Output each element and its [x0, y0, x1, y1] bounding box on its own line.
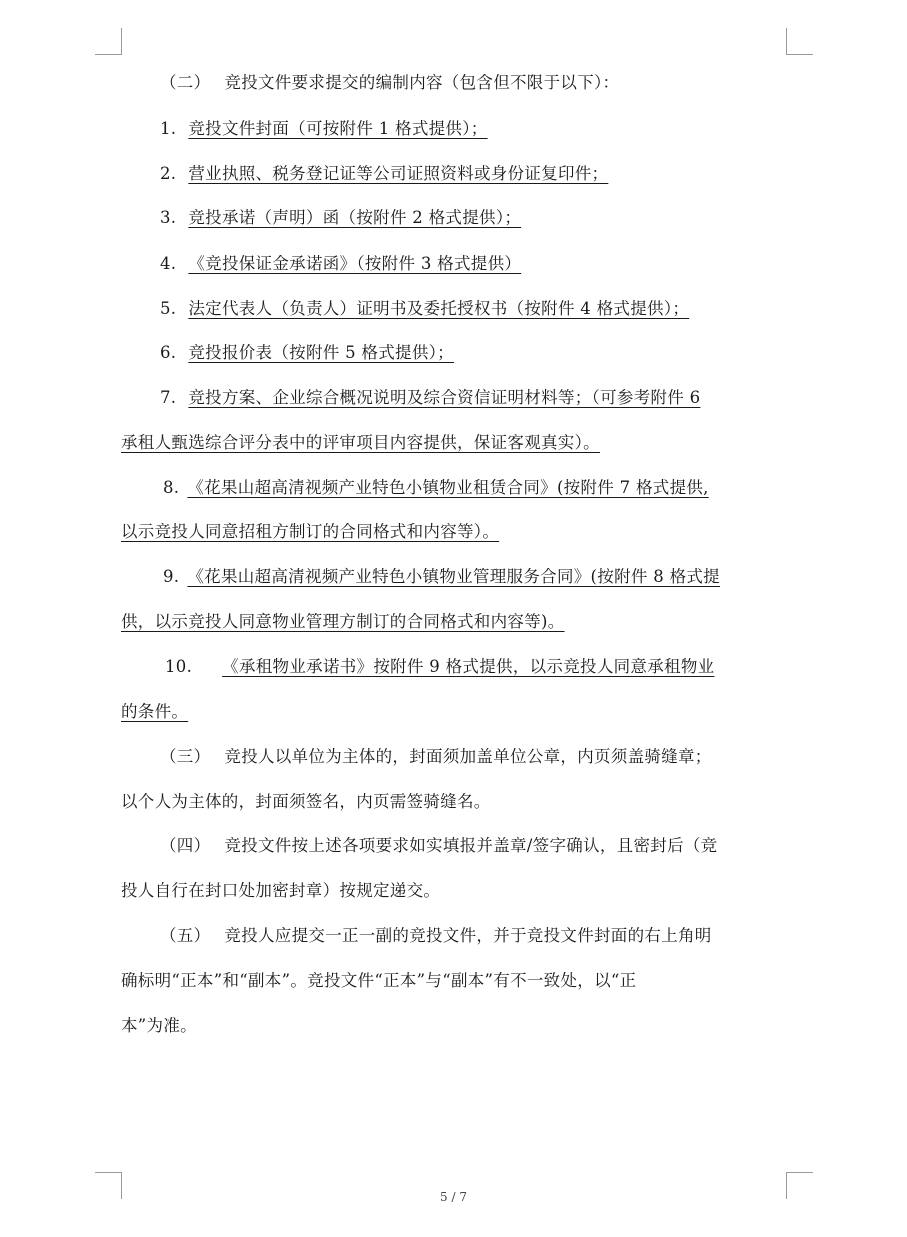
page-number: 5 / 7 [440, 1190, 467, 1204]
item-text-line-2: 以示竞投人同意招租方制订的合同格式和内容等）。 [121, 522, 500, 541]
crop-mark-top-right [786, 28, 813, 55]
section-4-continuation [121, 880, 440, 902]
section-5-continuation-1 [121, 970, 636, 992]
section-3-paragraph [160, 746, 712, 768]
section-text-line-2: 投人自行在封口处加密封章）按规定递交。 [121, 881, 441, 900]
section-5-continuation-2 [121, 1015, 197, 1037]
item-text-line-2: 承租人甄选综合评分表中的评审项目内容提供，保证客观真实）。 [121, 433, 600, 452]
item-number: 3. [160, 208, 177, 227]
section-5-paragraph [160, 925, 712, 947]
item-text: 营业执照、税务登记证等公司证照资料或身份证复印件； [188, 164, 609, 183]
item-text-line-2: 的条件。 [121, 702, 189, 721]
list-item-10-continuation [121, 701, 188, 723]
list-item-8 [163, 477, 709, 499]
item-number: 7. [160, 388, 177, 407]
section-number: （二） [160, 73, 211, 92]
item-text-line-1: 《承租物业承诺书》按附件 9 格式提供，以示竞投人同意承租物业 [222, 657, 715, 676]
item-text: 竞投文件封面（可按附件 1 格式提供）； [188, 119, 488, 138]
list-item-2 [160, 163, 608, 185]
item-number: 8. [163, 478, 180, 497]
item-text: 竞投承诺（声明）函（按附件 2 格式提供）； [188, 208, 522, 227]
item-number: 1. [160, 119, 177, 138]
section-number: （三） [160, 747, 211, 766]
item-text: 《竞投保证金承诺函》（按附件 3 格式提供） [188, 254, 522, 273]
item-number: 5. [160, 299, 177, 318]
section-text-line-1: 竞投文件按上述各项要求如实填报并盖章/签字确认，且密封后（竞 [224, 836, 718, 855]
item-text-line-2: 供，以示竞投人同意物业管理方制订的合同格式和内容等)。 [121, 612, 565, 631]
item-text: 法定代表人（负责人）证明书及委托授权书（按附件 4 格式提供）； [188, 299, 690, 318]
list-item-7-continuation [121, 432, 600, 454]
item-number: 9. [163, 567, 180, 586]
section-text-line-1: 竞投人应提交一正一副的竞投文件，并于竞投文件封面的右上角明 [224, 926, 712, 945]
item-number: 4. [160, 254, 177, 273]
list-item-9 [163, 566, 720, 588]
list-item-3 [160, 207, 521, 229]
section-text-line-2: 以个人为主体的，封面须签名，内页需签骑缝名。 [121, 792, 491, 811]
section-3-continuation [121, 791, 491, 813]
section-text-line-2: 确标明“正本”和“副本”。竞投文件“正本”与“副本”有不一致处，以“正 [121, 971, 637, 990]
item-text-line-1: 竞投方案、企业综合概况说明及综合资信证明材料等；（可参考附件 6 [188, 388, 701, 407]
section-text: 竞投文件要求提交的编制内容（包含但不限于以下）： [224, 73, 620, 92]
section-4-paragraph [160, 835, 717, 857]
list-item-5 [160, 298, 689, 320]
list-item-10 [165, 656, 714, 678]
section-text-line-3: 本”为准。 [121, 1016, 197, 1035]
item-number: 2. [160, 164, 177, 183]
item-text-line-1: 《花果山超高清视频产业特色小镇物业租赁合同》(按附件 7 格式提供, [187, 478, 709, 497]
list-item-8-continuation [121, 521, 499, 543]
list-item-9-continuation [121, 611, 565, 633]
item-text: 竞投报价表（按附件 5 格式提供）； [188, 343, 454, 362]
section-number: （五） [160, 926, 211, 945]
item-text-line-1: 《花果山超高清视频产业特色小镇物业管理服务合同》(按附件 8 格式提 [187, 567, 720, 586]
section-number: （四） [160, 836, 211, 855]
crop-mark-top-left [95, 28, 122, 55]
item-number: 10. [165, 657, 193, 676]
item-number: 6. [160, 343, 177, 362]
list-item-4 [160, 253, 521, 275]
list-item-1 [160, 118, 488, 140]
list-item-6 [160, 342, 454, 364]
list-item-7 [160, 387, 700, 409]
section-text-line-1: 竞投人以单位为主体的，封面须加盖单位公章，内页须盖骑缝章； [224, 747, 712, 766]
section-2-heading [160, 72, 619, 94]
